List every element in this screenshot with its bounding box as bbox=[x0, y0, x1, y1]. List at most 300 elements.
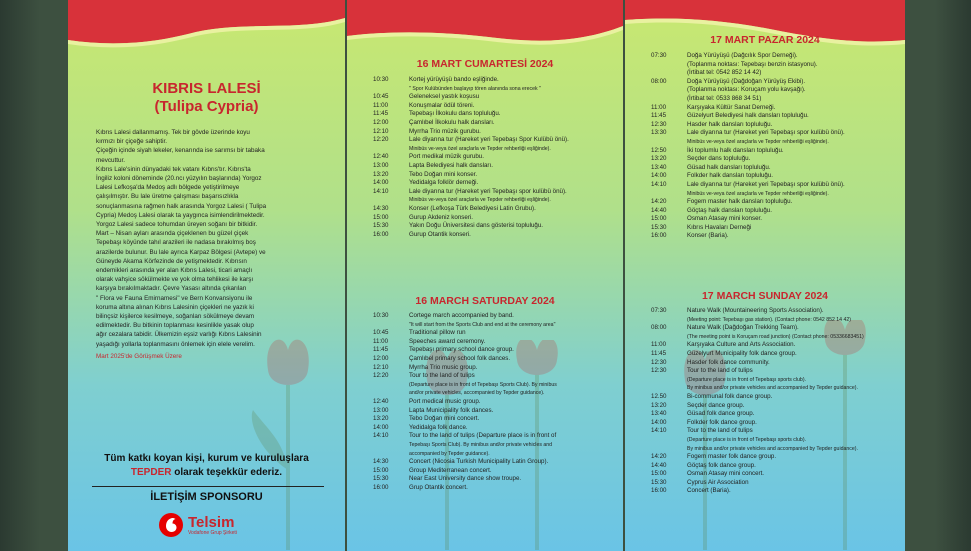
schedule-event: Yakın Doğu Üniversitesi dans gösterisi topluluğu. bbox=[409, 222, 544, 230]
schedule-row bbox=[373, 450, 618, 459]
schedule-event: and/or private vehicles, accompanied by Tepder guidance). bbox=[409, 390, 545, 397]
schedule-time: 13:20 bbox=[651, 401, 667, 409]
schedule-row bbox=[651, 121, 901, 130]
schedule-row bbox=[651, 333, 901, 342]
schedule-event: (Toplanma noktası: Koruçam yolu kavşağı). bbox=[687, 86, 806, 94]
schedule-event: (Departure place is in front of Tepebaşı sports club). bbox=[687, 376, 806, 383]
schedule-row bbox=[651, 470, 901, 479]
schedule-event: Göçtaş folk dance group. bbox=[687, 461, 756, 469]
panel-intro bbox=[68, 0, 345, 551]
schedule-row bbox=[651, 155, 901, 164]
schedule-row bbox=[651, 316, 901, 325]
schedule-row bbox=[373, 312, 618, 321]
schedule-event: Minibüs ve-veya özel araçlarla ve Tepder rehberliği eşliğinde). bbox=[687, 138, 829, 145]
intro-line: Mart – Nisan ayları arasında çiçeklenen bu güzel çiçek bbox=[96, 230, 249, 238]
intro-line: Lalesi Lefkoşa'da Medoş adlı bölgede yetiştirilmeye bbox=[96, 184, 240, 192]
schedule-event: Fogem master folk dance group. bbox=[687, 453, 777, 461]
schedule-event: Güsad halk dansları topluluğu. bbox=[687, 163, 771, 171]
schedule-time: 13:30 bbox=[651, 129, 667, 137]
schedule-time: 15:30 bbox=[373, 222, 389, 230]
schedule-time: 15:00 bbox=[373, 213, 389, 221]
day1-tr-title: 16 MART CUMARTESİ 2024 bbox=[416, 58, 554, 70]
schedule-row bbox=[373, 162, 618, 171]
schedule-row bbox=[373, 458, 618, 467]
schedule-time: 08:00 bbox=[651, 324, 667, 332]
schedule-time: 08:00 bbox=[651, 77, 667, 85]
day2-tr-title: 17 MART PAZAR 2024 bbox=[710, 34, 820, 46]
schedule-event: Kıbrıs Havaları Derneği bbox=[687, 223, 752, 231]
schedule-time: 07:30 bbox=[651, 307, 667, 314]
schedule-row bbox=[373, 372, 618, 381]
schedule-event: Yedidalga folk dance. bbox=[409, 423, 468, 431]
schedule-row bbox=[373, 171, 618, 180]
schedule-row bbox=[373, 364, 618, 373]
thanks-line2-rest: olarak teşekkür ederiz. bbox=[171, 467, 283, 478]
schedule-event: Lale diyarına tur (Hareket yeri Tepebaşı Spor Kulübü önü). bbox=[409, 136, 569, 144]
schedule-row bbox=[373, 214, 618, 223]
schedule-time bbox=[651, 138, 687, 147]
schedule-event: Bi-communal folk dance group. bbox=[687, 392, 773, 400]
schedule-time bbox=[651, 86, 687, 95]
schedule-row bbox=[651, 419, 901, 428]
schedule-row bbox=[373, 110, 618, 119]
schedule-row bbox=[651, 453, 901, 462]
day1-tr-schedule bbox=[373, 76, 618, 239]
sponsor-name: Telsim bbox=[188, 513, 235, 531]
schedule-row bbox=[651, 86, 901, 95]
schedule-row bbox=[651, 172, 901, 181]
schedule-time: 12:30 bbox=[651, 120, 667, 128]
day1-en-title: 16 MARCH SATURDAY 2024 bbox=[415, 295, 555, 307]
schedule-time: 16:00 bbox=[373, 230, 389, 238]
schedule-event: By minibus and/or private vehicles and accompanied by Tepder guidance). bbox=[687, 385, 858, 392]
thanks-text bbox=[68, 452, 345, 480]
schedule-time: 13:40 bbox=[651, 410, 667, 418]
schedule-row bbox=[373, 355, 618, 364]
schedule-event: Group Mediterranean concert. bbox=[409, 466, 492, 474]
schedule-event: Folkder halk dansları topluluğu. bbox=[687, 172, 773, 180]
schedule-event: Tour to the land of tulips bbox=[687, 427, 753, 435]
schedule-time: 12:20 bbox=[373, 372, 389, 380]
schedule-time bbox=[651, 333, 687, 342]
schedule-event: "It will start from the Sports Club and end at the ceremony area" bbox=[409, 321, 556, 328]
schedule-event: Tebo Doğan mini concert. bbox=[409, 415, 480, 423]
intro-line: Güneyde Akama Körfezinde de yetişmektedir. Kıbrısın bbox=[96, 257, 247, 265]
schedule-time: 11:45 bbox=[373, 110, 389, 118]
schedule-event: Myrrha Trio music group. bbox=[409, 363, 478, 371]
intro-line: mevcuttur. bbox=[96, 156, 126, 164]
schedule-row bbox=[373, 338, 618, 347]
schedule-event: Near East University dance show troupe. bbox=[409, 475, 522, 483]
schedule-row bbox=[651, 445, 901, 454]
day1-en-schedule bbox=[373, 312, 618, 492]
schedule-row bbox=[651, 341, 901, 350]
schedule-time bbox=[651, 95, 687, 104]
schedule-time: 11:45 bbox=[373, 346, 389, 354]
schedule-event: Doğa Yürüyüşü (Dağdoğan Yürüyüş Ekibi). bbox=[687, 77, 806, 85]
intro-line: edilmektedir. Bu bitkinin toplanması kesinlikle yasak olup bbox=[96, 322, 254, 330]
schedule-event: Göçtaş halk dansları topluluğu. bbox=[687, 206, 772, 214]
schedule-event: Osman Atasay mini concert. bbox=[687, 470, 765, 478]
schedule-time bbox=[373, 85, 409, 94]
schedule-row bbox=[373, 93, 618, 102]
day2-en-title: 17 MARCH SUNDAY 2024 bbox=[701, 290, 829, 302]
schedule-event: Gurup Otantik konseri. bbox=[409, 230, 471, 238]
schedule-time bbox=[651, 384, 687, 393]
schedule-row bbox=[651, 95, 901, 104]
schedule-time: 15:30 bbox=[651, 223, 667, 231]
schedule-event: Çamlıbel primary school folk dances. bbox=[409, 354, 511, 362]
intro-text bbox=[96, 128, 334, 349]
schedule-time: 10:30 bbox=[373, 312, 389, 319]
schedule-time bbox=[373, 321, 409, 330]
intro-line: Cypria) Medoş Lalesi olarak ta yaygınca isimlendirilmektedir. bbox=[96, 211, 265, 219]
schedule-event: Konser (Lefkoşa Türk Belediyesi Latin Grubu). bbox=[409, 204, 536, 212]
schedule-event: Karşıyaka Kültür Sanat Derneği. bbox=[687, 103, 776, 111]
schedule-time: 10:45 bbox=[373, 93, 389, 101]
schedule-row bbox=[651, 112, 901, 121]
schedule-event: İki toplumlu halk dansları topluluğu. bbox=[687, 146, 784, 154]
schedule-row bbox=[651, 479, 901, 488]
schedule-time bbox=[651, 190, 687, 199]
wave-header bbox=[625, 0, 905, 60]
schedule-event: Minibüs ve-veya özel araçlarla ve Tepder rehberliği eşliğinde). bbox=[409, 145, 551, 152]
schedule-time: 14:00 bbox=[651, 172, 667, 180]
schedule-time: 07:30 bbox=[651, 52, 667, 59]
schedule-time: 10:30 bbox=[373, 76, 389, 83]
schedule-event: Güzelyurt Belediyesi halk dansları topluluğu. bbox=[687, 112, 809, 120]
schedule-event: Speeches award ceremony. bbox=[409, 337, 486, 345]
schedule-row bbox=[651, 69, 901, 78]
schedule-event: Yedidalga folklör derneği. bbox=[409, 179, 479, 187]
schedule-event: Cyprus Air Association bbox=[687, 478, 749, 486]
schedule-row bbox=[373, 346, 618, 355]
schedule-row bbox=[373, 475, 618, 484]
schedule-event: (The meeting point is Koruçam road junction) (Contact phone: 05336683451) bbox=[687, 333, 864, 340]
schedule-row bbox=[651, 359, 901, 368]
schedule-row bbox=[651, 462, 901, 471]
schedule-row bbox=[651, 129, 901, 138]
schedule-row bbox=[373, 415, 618, 424]
tulip-watermark-icon bbox=[238, 330, 338, 550]
schedule-time bbox=[651, 436, 687, 445]
schedule-time: 13:00 bbox=[373, 161, 389, 169]
schedule-time: 12:50 bbox=[651, 146, 667, 154]
schedule-time bbox=[373, 196, 409, 205]
schedule-time: 11:00 bbox=[651, 341, 667, 349]
schedule-event: Tepebaşı İlkokulu dans topluluğu. bbox=[409, 110, 501, 118]
schedule-event: Seçder dans topluluğu. bbox=[687, 155, 751, 163]
schedule-time: 13:20 bbox=[373, 415, 389, 423]
sponsor-heading: İLETİŞİM SPONSORU bbox=[150, 491, 263, 503]
schedule-time: 14:10 bbox=[373, 187, 389, 195]
schedule-time: 12.50 bbox=[651, 392, 667, 400]
schedule-row bbox=[373, 196, 618, 205]
schedule-time bbox=[373, 381, 409, 390]
schedule-row bbox=[373, 424, 618, 433]
schedule-time: 14:20 bbox=[651, 198, 667, 206]
intro-line: Kıbrıs Lalesi dallanmamış. Tek bir gövde üzerinde koyu bbox=[96, 129, 250, 136]
intro-line: bilinçsiz kişilerce kesilmeye, soğanları sökülmeye devam bbox=[96, 313, 255, 321]
schedule-time: 12:10 bbox=[373, 127, 389, 135]
schedule-row bbox=[373, 85, 618, 94]
schedule-event: Lale diyarına tur (Hareket yeri Tepebaşı spor kulübü önü). bbox=[409, 187, 567, 195]
schedule-event: Osman Atasay mini konser. bbox=[687, 215, 762, 223]
divider bbox=[92, 486, 324, 487]
schedule-event: Hasder folk dance community. bbox=[687, 358, 770, 366]
schedule-event: Cortege march accompanied by band. bbox=[409, 312, 514, 319]
schedule-row bbox=[651, 138, 901, 147]
schedule-time: 11:45 bbox=[651, 112, 667, 120]
sponsor-sub: Vodafone Grup Şirketi bbox=[188, 529, 237, 536]
schedule-time: 13:20 bbox=[651, 155, 667, 163]
schedule-time: 15:30 bbox=[373, 475, 389, 483]
schedule-time: 12:00 bbox=[373, 118, 389, 126]
schedule-time bbox=[373, 145, 409, 154]
schedule-time: 14:00 bbox=[373, 179, 389, 187]
schedule-row bbox=[651, 181, 901, 190]
schedule-event: Karşıyaka Culture and Arts Association. bbox=[687, 341, 796, 349]
schedule-row bbox=[373, 102, 618, 111]
schedule-event: Grup Otantik concert. bbox=[409, 483, 468, 491]
schedule-event: Concert (Baria). bbox=[687, 487, 731, 495]
schedule-row bbox=[373, 441, 618, 450]
schedule-time: 14:10 bbox=[373, 432, 389, 440]
schedule-row bbox=[373, 222, 618, 231]
schedule-time: 15:00 bbox=[651, 215, 667, 223]
schedule-event: Tour to the land of tulips bbox=[687, 367, 753, 375]
schedule-row bbox=[651, 350, 901, 359]
schedule-event: Port medical music group. bbox=[409, 397, 481, 405]
schedule-row bbox=[651, 224, 901, 233]
schedule-event: By minibus and/or private vehicles and accompanied by Tepder guidance). bbox=[687, 445, 858, 452]
schedule-row bbox=[373, 329, 618, 338]
schedule-row bbox=[651, 393, 901, 402]
schedule-time: 12:30 bbox=[651, 367, 667, 375]
schedule-row bbox=[651, 487, 901, 496]
schedule-event: Lapta Municipality folk dances. bbox=[409, 406, 494, 414]
schedule-row bbox=[651, 215, 901, 224]
schedule-row bbox=[373, 389, 618, 398]
schedule-time: 15:00 bbox=[373, 466, 389, 474]
schedule-event: Çamlıbel İlkokulu halk dansları. bbox=[409, 118, 495, 126]
sponsor-logo bbox=[158, 512, 237, 538]
schedule-time: 14:40 bbox=[651, 206, 667, 214]
schedule-row bbox=[651, 427, 901, 436]
schedule-row bbox=[373, 381, 618, 390]
schedule-row bbox=[651, 367, 901, 376]
schedule-event: Gurup Akdeniz konseri. bbox=[409, 213, 473, 221]
schedule-row bbox=[651, 307, 901, 316]
schedule-row bbox=[651, 384, 901, 393]
schedule-row bbox=[651, 410, 901, 419]
intro-line: Tepebaşı köyünde tahıl arazileri ile nadasa bırakılmış boş bbox=[96, 239, 256, 247]
intro-line: olarak vahşice sökülmekte ve yok olma tehlikesi ile karşı bbox=[96, 276, 254, 284]
schedule-time bbox=[373, 441, 409, 450]
schedule-event: '' Spor Kulübünden başlayıp tören alanında sona erecek '' bbox=[409, 85, 542, 92]
schedule-time bbox=[651, 376, 687, 385]
schedule-time: 14:40 bbox=[651, 461, 667, 469]
schedule-time: 12:10 bbox=[373, 363, 389, 371]
schedule-row bbox=[373, 136, 618, 145]
schedule-row bbox=[373, 407, 618, 416]
intro-line: arazilerde bulunur. Bu lale ayrıca Karpaz Bölgesi (Avtepe) ve bbox=[96, 248, 266, 256]
schedule-event: Geleneksel yastık koşusu bbox=[409, 93, 480, 101]
schedule-event: Tour to the land of tulips (Departure place is in front of bbox=[409, 432, 557, 440]
schedule-event: (Toplanma noktası: Tepebaşı benzin istasyonu). bbox=[687, 60, 818, 68]
intro-line: karşıya bırakılmaktadır. Çevre Yasası altında çıkarılan bbox=[96, 285, 247, 293]
schedule-time: 15:00 bbox=[651, 470, 667, 478]
schedule-time: 11:00 bbox=[373, 101, 389, 109]
schedule-event: Nature Walk (Mountaineering Sports Association). bbox=[687, 307, 824, 314]
schedule-row bbox=[373, 153, 618, 162]
schedule-event: (İrtibat tel: 0533 868 34 51) bbox=[687, 94, 762, 102]
schedule-event: Folkder folk dance group. bbox=[687, 418, 757, 426]
schedule-event: Hasder halk dansları topluluğu. bbox=[687, 120, 773, 128]
intro-line: Yorgoz Lalesi sadece tohumdan üreyen soğanı bir bitkidir. bbox=[96, 221, 258, 229]
schedule-row bbox=[373, 205, 618, 214]
intro-line: koruma altına alınan Kıbrıs Lalesinin çiçekleri ne yazık ki bbox=[96, 303, 254, 311]
intro-line: Kıbrıs Lale'sinin dünyadaki tek vatanı Kıbrıs'tır. Kıbrıs'ta bbox=[96, 165, 251, 173]
telsim-logo-icon bbox=[158, 512, 184, 538]
schedule-event: Traditional pillow run bbox=[409, 329, 466, 337]
schedule-row bbox=[651, 207, 901, 216]
schedule-row bbox=[651, 324, 901, 333]
schedule-time bbox=[651, 61, 687, 70]
schedule-time: 14:10 bbox=[651, 427, 667, 435]
intro-line: İngiliz koloni döneminde (20.ncı yüzyılın başlarında) Yorgoz bbox=[96, 175, 262, 183]
schedule-row bbox=[651, 147, 901, 156]
schedule-row bbox=[373, 119, 618, 128]
intro-line: yaşadığı yollarla toplanmasını önlemek için elele verelim. bbox=[96, 340, 255, 348]
schedule-event: Tour to the land of tulips bbox=[409, 372, 475, 380]
schedule-time: 11:00 bbox=[651, 103, 667, 111]
schedule-row bbox=[373, 128, 618, 137]
intro-line: " Flora ve Fauna Emirnamesi" ve Bern Konvansiyonu ile bbox=[96, 294, 253, 302]
schedule-row bbox=[373, 231, 618, 240]
schedule-row bbox=[373, 321, 618, 330]
schedule-row bbox=[651, 402, 901, 411]
schedule-time: 16:00 bbox=[651, 487, 667, 495]
schedule-event: Güsad folk dance group. bbox=[687, 410, 755, 418]
schedule-time: 12:20 bbox=[373, 136, 389, 144]
thanks-line1: Tüm katkı koyan kişi, kurum ve kuruluşlara bbox=[104, 453, 309, 464]
schedule-event: Güzelyurt Municipality folk dance group. bbox=[687, 349, 797, 357]
schedule-row bbox=[373, 76, 618, 85]
date-note: Mart 2025'de Görüşmek Üzere bbox=[96, 353, 182, 360]
schedule-event: Tepebaşı Sports Club). By minibus and/or private vehicles and bbox=[409, 441, 553, 448]
thanks-line2 bbox=[68, 466, 345, 480]
schedule-time: 13:00 bbox=[373, 406, 389, 414]
schedule-time: 14:10 bbox=[651, 180, 667, 188]
schedule-time bbox=[651, 69, 687, 78]
schedule-row bbox=[373, 179, 618, 188]
schedule-time: 14:00 bbox=[373, 423, 389, 431]
intro-title bbox=[68, 80, 345, 116]
schedule-event: Fogem master halk dansları topluluğu. bbox=[687, 198, 793, 206]
schedule-event: (Meeting point: Tepebaşı gas station). (Contact phone: 0542 852 14 42) bbox=[687, 316, 851, 323]
schedule-time: 11:00 bbox=[373, 337, 389, 345]
tepder-name: TEPDER bbox=[130, 467, 172, 478]
schedule-row bbox=[373, 484, 618, 493]
schedule-event: Nature Walk (Dağdoğan Trekking Team). bbox=[687, 324, 799, 332]
schedule-time: 13:20 bbox=[373, 170, 389, 178]
schedule-row bbox=[651, 232, 901, 241]
schedule-row bbox=[651, 104, 901, 113]
schedule-row bbox=[651, 61, 901, 70]
intro-title-line1: KIBRIS LALESİ bbox=[152, 80, 261, 97]
schedule-row bbox=[651, 78, 901, 87]
schedule-row bbox=[373, 145, 618, 154]
schedule-row bbox=[373, 398, 618, 407]
schedule-event: (Departure place is in front of Tepebaşı Sports Club). By minibus bbox=[409, 381, 557, 388]
schedule-event: Seçder dance group. bbox=[687, 401, 745, 409]
schedule-time: 15:30 bbox=[651, 478, 667, 486]
day2-tr-schedule bbox=[651, 52, 901, 241]
schedule-time: 10:45 bbox=[373, 329, 389, 337]
schedule-row bbox=[373, 188, 618, 197]
intro-line: çalışılmıştır. Bu lale üretme çalışması başarısızlıkla bbox=[96, 193, 239, 201]
schedule-event: Minibüs ve-veya özel araçlarla ve Tepder rehberliği eşliğinde). bbox=[409, 197, 551, 204]
schedule-event: Lapta Belediyesi halk dansları. bbox=[409, 161, 493, 169]
schedule-event: (Departure place is in front of Tepebaşı sports club). bbox=[687, 436, 806, 443]
schedule-event: Concert (Nicosia Turkish Municipality Latin Group). bbox=[409, 458, 549, 466]
schedule-time bbox=[651, 445, 687, 454]
schedule-time: 12:40 bbox=[373, 397, 389, 405]
schedule-row bbox=[651, 52, 901, 61]
day2-en-schedule bbox=[651, 307, 901, 496]
schedule-time: 14:30 bbox=[373, 204, 389, 212]
intro-line: sonuçlanmasına rağmen halk arasında Yorgoz Lalesi ( Tulipa bbox=[96, 202, 267, 210]
schedule-row bbox=[651, 198, 901, 207]
schedule-event: Lale diyarına tur (Hareket yeri Tepebaşı spor kulübü önü). bbox=[687, 180, 845, 188]
schedule-row bbox=[651, 376, 901, 385]
intro-title-line2: (Tulipa Cypria) bbox=[154, 98, 259, 115]
schedule-event: Lale diyarına tur (Hareket yeri Tepebaşı spor kulübü önü). bbox=[687, 129, 845, 137]
schedule-time: 12:00 bbox=[373, 354, 389, 362]
schedule-event: Myrrha Trio müzik gurubu. bbox=[409, 127, 481, 135]
wave-header bbox=[347, 0, 623, 60]
schedule-time: 16:00 bbox=[651, 232, 667, 240]
schedule-event: Port medikal müzik gurubu. bbox=[409, 153, 484, 161]
schedule-time: 16:00 bbox=[373, 483, 389, 491]
intro-line: endemikleri arasında yer alan Kıbrıs Lalesi, ticari amaçlı bbox=[96, 267, 253, 275]
intro-line: kırmızı bir çiçeğe sahiptir. bbox=[96, 138, 168, 146]
schedule-event: Doğa Yürüyüşü (Dağcılık Spor Derneği). bbox=[687, 52, 798, 59]
schedule-time: 13:40 bbox=[651, 163, 667, 171]
schedule-event: accompanied by Tepder guidance). bbox=[409, 450, 490, 457]
schedule-event: Konuşmalar ödül töreni. bbox=[409, 101, 475, 109]
intro-line: Çiçeğin içinde siyah lekeler, kenarında ise sarımsı bir tabaka bbox=[96, 147, 265, 155]
panel-17-march bbox=[625, 0, 905, 551]
schedule-row bbox=[651, 164, 901, 173]
wave-header bbox=[68, 0, 345, 60]
schedule-event: Minibüs ve-veya özel araçlarla ve Tepder rehberliği eşliğinde). bbox=[687, 190, 829, 197]
schedule-time: 11:45 bbox=[651, 349, 667, 357]
schedule-row bbox=[651, 190, 901, 199]
schedule-time: 12:30 bbox=[651, 358, 667, 366]
schedule-time: 14:30 bbox=[373, 458, 389, 466]
schedule-time: 14:20 bbox=[651, 453, 667, 461]
schedule-row bbox=[373, 467, 618, 476]
schedule-event: Kortej yürüyüşü bando eşliğinde. bbox=[409, 76, 499, 83]
schedule-time bbox=[651, 316, 687, 325]
schedule-event: Tebo Doğan mini konser. bbox=[409, 170, 478, 178]
schedule-event: Konser (Baria). bbox=[687, 232, 729, 240]
schedule-row bbox=[651, 436, 901, 445]
schedule-event: (İrtibat tel: 0542 852 14 42) bbox=[687, 69, 762, 77]
schedule-time: 14:00 bbox=[651, 418, 667, 426]
